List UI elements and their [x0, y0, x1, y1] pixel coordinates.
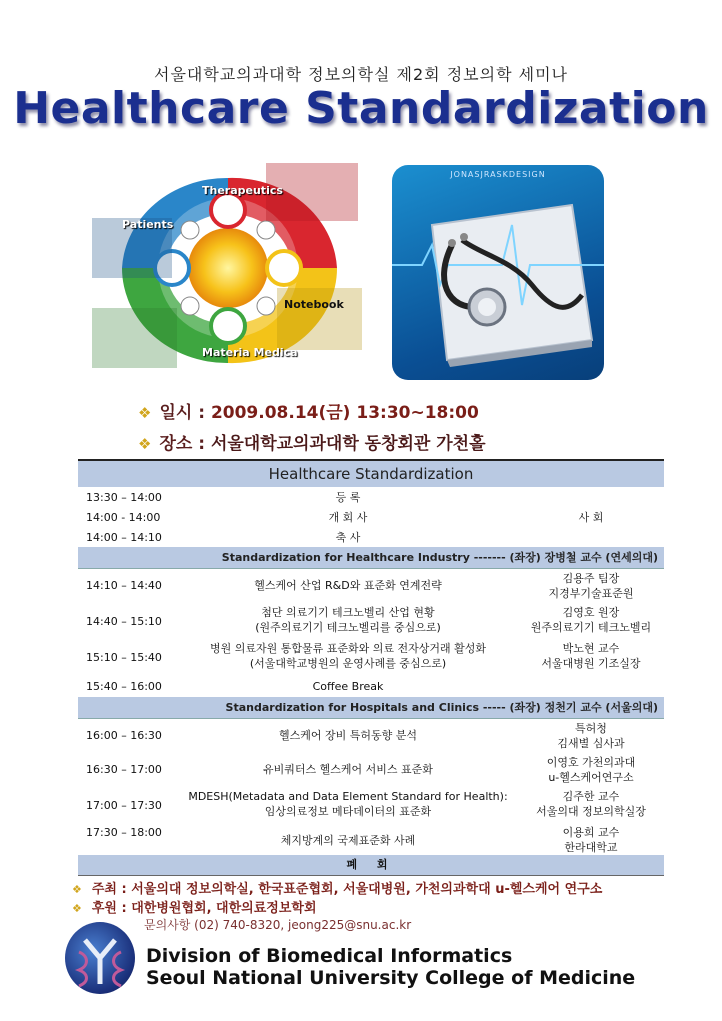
row-program: 유비쿼터스 헬스케어 서비스 표준화 [263, 763, 433, 776]
row-program: MDESH(Metadata and Data Element Standard for Health): 임상의료정보 메타데이터의 표준화 [188, 790, 508, 818]
row-speaker: 김주한 교수 서울의대 정보의학실장 [536, 790, 646, 818]
row-program: 개 회 사 [328, 511, 368, 524]
row-speaker: 이영호 가천의과대 u-헬스케어연구소 [546, 756, 636, 784]
table-row [78, 569, 664, 603]
materia-medica-diagram [92, 158, 364, 388]
section-header: Standardization for Healthcare Industry ------- (좌장) 장병철 교수 (연세의대) [78, 547, 664, 569]
event-place [138, 429, 486, 454]
diamond-bullet-icon: ❖ [138, 435, 152, 453]
subtitle: 서울대학교의과대학 정보의학실 제2회 정보의학 세미나 [153, 65, 568, 84]
row-program: Coffee Break [312, 680, 384, 693]
table-row [78, 603, 664, 639]
section-header: Standardization for Hospitals and Clinics ----- (좌장) 정천기 교수 (서울의대) [78, 697, 664, 719]
row-speaker: 김용주 팀장 지경부기술표준원 [548, 572, 634, 600]
row-time: 14:00 - 14:00 [86, 511, 161, 524]
row-program: 등 록 [335, 491, 361, 504]
table-row [78, 487, 664, 507]
row-program: 헬스케어 장비 특허동향 분석 [278, 729, 417, 742]
row-program: 축 사 [335, 531, 361, 544]
row-program: 체지방계의 국제표준화 사례 [280, 834, 416, 847]
label-notebook: Notebook [284, 298, 344, 311]
row-time: 15:10 – 15:40 [86, 651, 162, 664]
host-line [72, 878, 602, 897]
table-row [78, 753, 664, 787]
table-row [78, 639, 664, 675]
contact-info: 문의사항 (02) 740-8320, jeong225@snu.ac.kr [144, 918, 412, 932]
sponsor-text: 후원 : 대한병원협회, 대한의료정보학회 [91, 901, 317, 916]
row-program: 병원 의료자원 통합물류 표준화와 의료 전자상거래 활성화 (서울대학교병원의 운영사례를 중심으로) [209, 642, 486, 670]
event-date [138, 398, 479, 423]
row-time: 16:00 – 16:30 [86, 729, 162, 742]
schedule-table [78, 459, 664, 876]
label-patients: Patients [122, 218, 174, 231]
label-therapeutics: Therapeutics [202, 184, 283, 197]
snu-biomedical-logo-icon [65, 922, 135, 994]
table-row [78, 823, 664, 855]
row-time: 15:40 – 16:00 [86, 680, 162, 693]
schedule-title: Healthcare Standardization [78, 459, 664, 487]
row-time: 16:30 – 17:00 [86, 763, 162, 776]
row-speaker: 이용희 교수 한라대학교 [562, 826, 620, 854]
place-label: 장소 : [159, 434, 211, 454]
row-time: 17:00 – 17:30 [86, 799, 162, 812]
diamond-bullet-icon: ❖ [72, 902, 82, 915]
table-row [78, 719, 664, 753]
row-speaker: 사 회 [578, 511, 604, 524]
host-text: 주최 : 서울의대 정보의학실, 한국표준협회, 서울대병원, 가천의과학대 u-헬스케어 연구소 [91, 882, 603, 897]
image-brand: JONASJRASKDESIGN [450, 170, 546, 179]
row-time: 17:30 – 18:00 [86, 826, 162, 839]
date-value: 2009.08.14(금) 13:30~18:00 [210, 403, 479, 423]
table-row [78, 675, 664, 697]
table-row [78, 507, 664, 527]
label-materia-medica: Materia Medica [202, 346, 298, 359]
page-title: Healthcare Standardization [13, 83, 709, 134]
college-name: Seoul National University College of Medicine [146, 967, 636, 989]
date-label: 일시 : [159, 403, 211, 423]
table-row [78, 527, 664, 547]
row-program: 헬스케어 산업 R&D와 표준화 연계전략 [254, 579, 442, 592]
row-time: 14:00 – 14:10 [86, 531, 162, 544]
table-row [78, 787, 664, 823]
closing-row: 폐 회 [78, 855, 664, 876]
place-value: 서울대학교의과대학 동창회관 가천홀 [210, 434, 486, 454]
row-speaker: 김영호 원장 원주의료기기 테크노벨리 [530, 606, 652, 634]
row-time: 13:30 – 14:00 [86, 491, 162, 504]
row-time: 14:40 – 15:10 [86, 615, 162, 628]
row-program: 첨단 의료기기 테크노벨리 산업 현황 (원주의료기기 테크노벨리를 중심으로) [255, 606, 441, 634]
row-speaker: 박노현 교수 서울대병원 기조실장 [541, 642, 641, 670]
diamond-bullet-icon: ❖ [138, 404, 152, 422]
sponsor-line [72, 897, 317, 916]
stethoscope-image [392, 165, 604, 380]
division-name: Division of Biomedical Informatics [146, 945, 513, 967]
row-time: 14:10 – 14:40 [86, 579, 162, 592]
diamond-bullet-icon: ❖ [72, 883, 82, 896]
row-speaker: 특허청 김새별 심사과 [557, 722, 625, 750]
